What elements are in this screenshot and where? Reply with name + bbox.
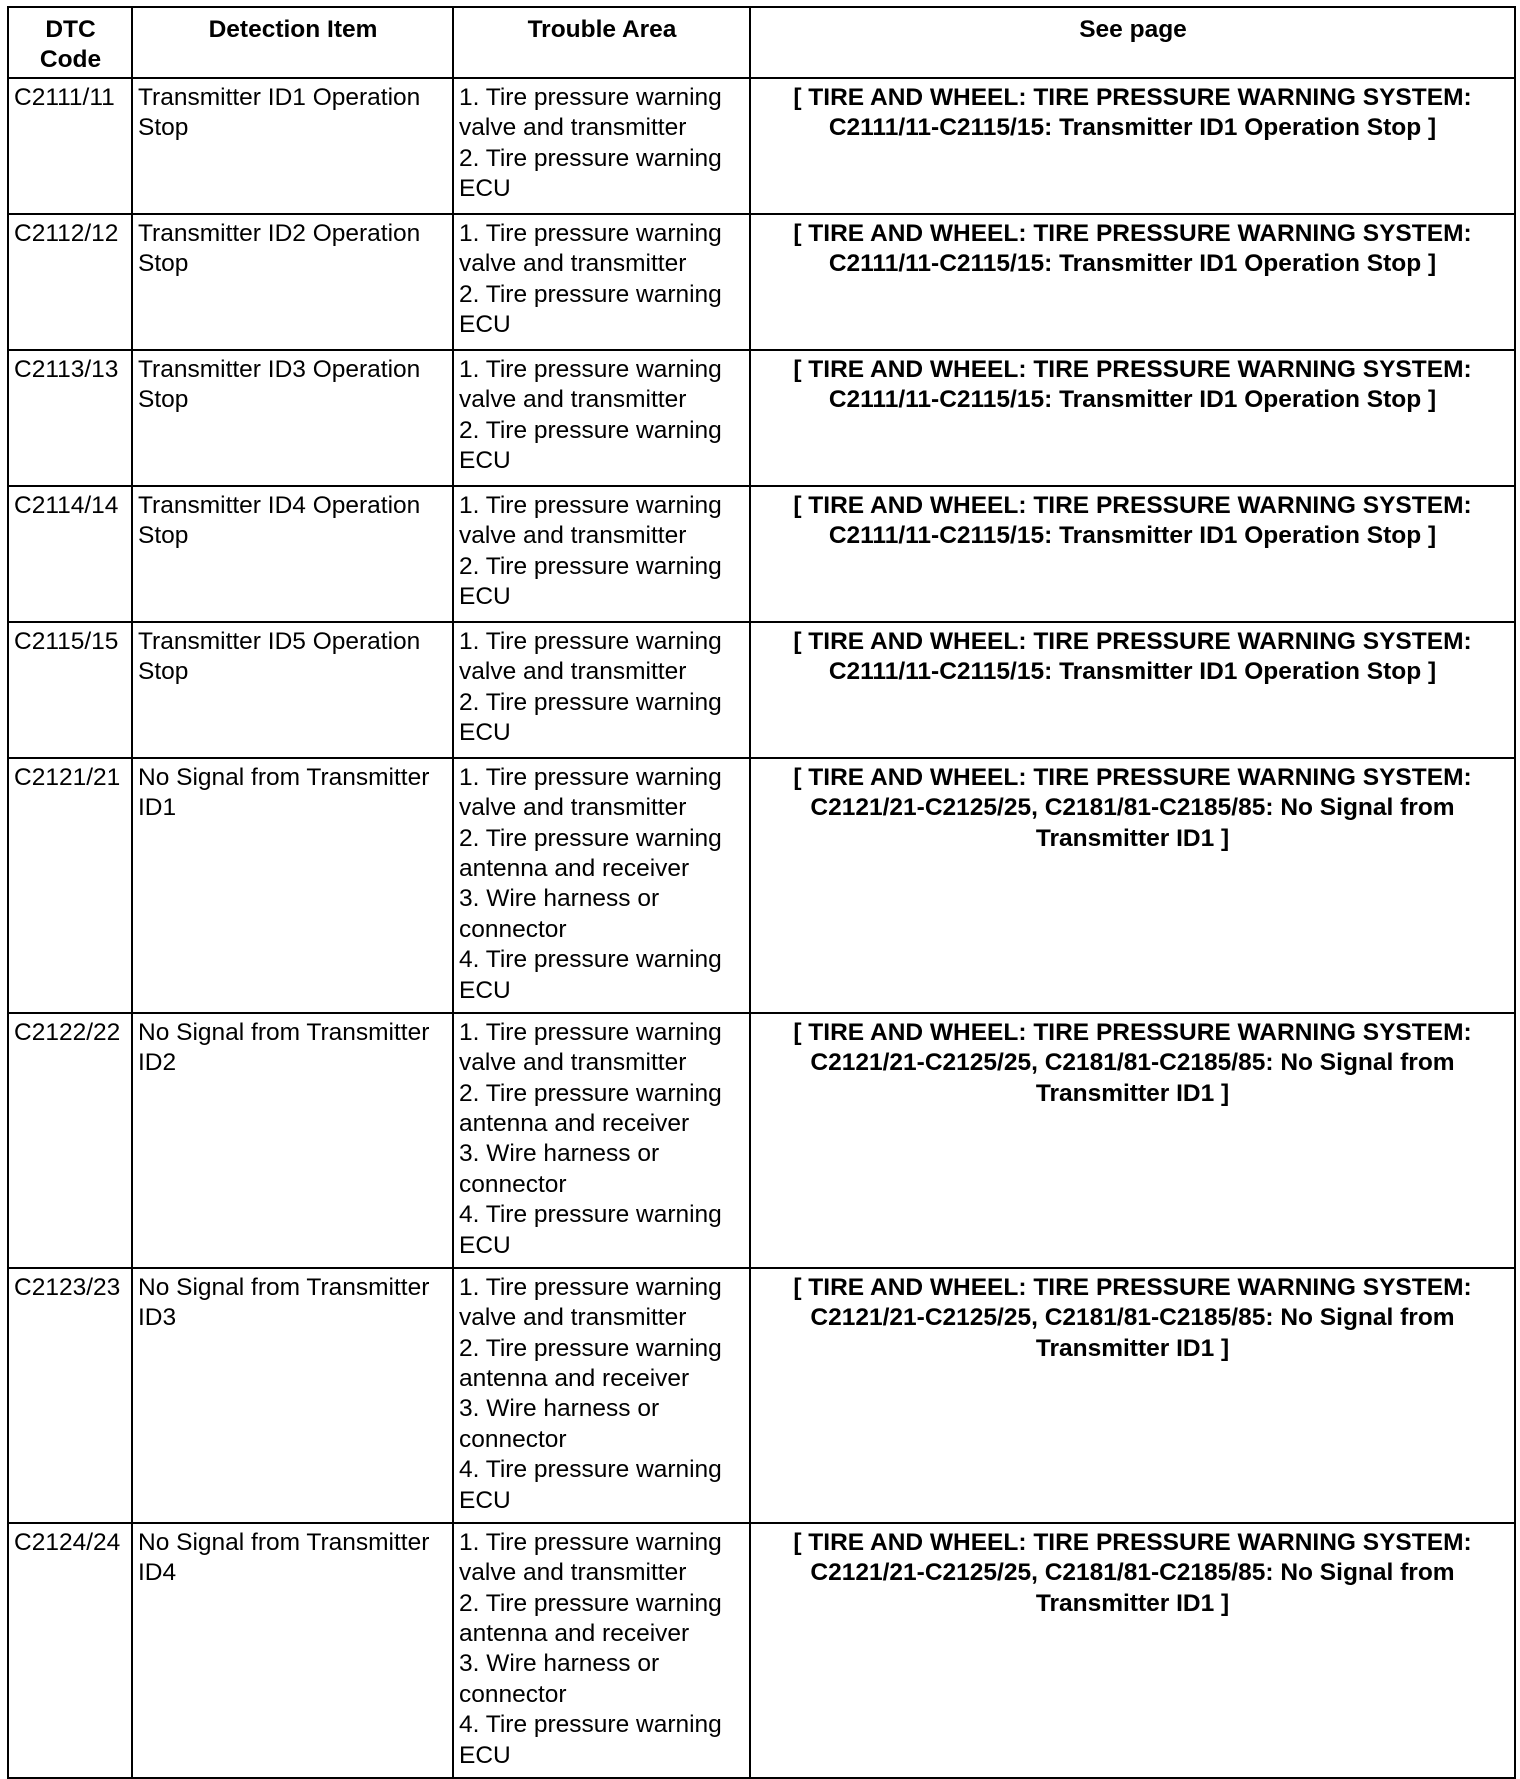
- detection-item-cell: Transmitter ID3 Operation Stop: [132, 350, 453, 486]
- trouble-area-cell: [453, 214, 750, 350]
- table-row: [8, 214, 1515, 350]
- trouble-area-cell: [453, 486, 750, 622]
- trouble-area-item: 4. Tire pressure warning ECU: [459, 1711, 722, 1769]
- detection-item-cell: Transmitter ID4 Operation Stop: [132, 486, 453, 622]
- trouble-area-item: 2. Tire pressure warning antenna and receiver: [459, 1334, 722, 1393]
- trouble-area-item: 4. Tire pressure warning ECU: [459, 1201, 722, 1259]
- see-page-link[interactable]: [ TIRE AND WHEEL: TIRE PRESSURE WARNING SYSTEM: C2121/21-C2125/25, C2181/81-C2185/85: No Signal from Transmitter ID1 ]: [750, 758, 1515, 1013]
- trouble-area-item: 1. Tire pressure warning valve and transmitter: [459, 1273, 722, 1332]
- detection-item-cell: No Signal from Transmitter ID3: [132, 1268, 453, 1523]
- dtc-code-cell: C2123/23: [8, 1268, 132, 1523]
- dtc-code-cell: C2114/14: [8, 486, 132, 622]
- header-dtc-code: DTC Code: [8, 7, 132, 78]
- trouble-area-item: 1. Tire pressure warning valve and transmitter: [459, 83, 722, 142]
- trouble-area-item: 2. Tire pressure warning antenna and receiver: [459, 1079, 722, 1138]
- trouble-area-item: 2. Tire pressure warning ECU: [459, 552, 722, 611]
- see-page-link[interactable]: [ TIRE AND WHEEL: TIRE PRESSURE WARNING SYSTEM: C2111/11-C2115/15: Transmitter ID1 Operation Stop ]: [750, 78, 1515, 214]
- header-see-page: See page: [750, 7, 1515, 78]
- table-row: [8, 1013, 1515, 1268]
- detection-item-cell: No Signal from Transmitter ID1: [132, 758, 453, 1013]
- trouble-area-item: 4. Tire pressure warning ECU: [459, 1456, 722, 1514]
- detection-item-cell: Transmitter ID5 Operation Stop: [132, 622, 453, 758]
- trouble-area-item: 3. Wire harness or connector: [459, 1140, 660, 1198]
- trouble-area-cell: [453, 78, 750, 214]
- detection-item-cell: No Signal from Transmitter ID2: [132, 1013, 453, 1268]
- table-row: [8, 78, 1515, 214]
- see-page-link[interactable]: [ TIRE AND WHEEL: TIRE PRESSURE WARNING SYSTEM: C2121/21-C2125/25, C2181/81-C2185/85: No Signal from Transmitter ID1 ]: [750, 1523, 1515, 1778]
- see-page-link[interactable]: [ TIRE AND WHEEL: TIRE PRESSURE WARNING SYSTEM: C2121/21-C2125/25, C2181/81-C2185/85: No Signal from Transmitter ID1 ]: [750, 1268, 1515, 1523]
- trouble-area-item: 2. Tire pressure warning antenna and receiver: [459, 824, 722, 883]
- trouble-area-cell: [453, 1523, 750, 1778]
- header-detection-item: Detection Item: [132, 7, 453, 78]
- see-page-link[interactable]: [ TIRE AND WHEEL: TIRE PRESSURE WARNING SYSTEM: C2121/21-C2125/25, C2181/81-C2185/85: No Signal from Transmitter ID1 ]: [750, 1013, 1515, 1268]
- trouble-area-item: 2. Tire pressure warning ECU: [459, 280, 722, 339]
- trouble-area-item: 2. Tire pressure warning ECU: [459, 688, 722, 747]
- dtc-table: [7, 6, 1516, 1779]
- trouble-area-cell: [453, 622, 750, 758]
- trouble-area-item: 1. Tire pressure warning valve and transmitter: [459, 355, 722, 414]
- trouble-area-cell: [453, 1013, 750, 1268]
- see-page-link[interactable]: [ TIRE AND WHEEL: TIRE PRESSURE WARNING SYSTEM: C2111/11-C2115/15: Transmitter ID1 Operation Stop ]: [750, 622, 1515, 758]
- header-row: [8, 7, 1515, 78]
- see-page-link[interactable]: [ TIRE AND WHEEL: TIRE PRESSURE WARNING SYSTEM: C2111/11-C2115/15: Transmitter ID1 Operation Stop ]: [750, 350, 1515, 486]
- trouble-area-cell: [453, 758, 750, 1013]
- trouble-area-item: 1. Tire pressure warning valve and transmitter: [459, 1528, 722, 1587]
- table-row: [8, 1523, 1515, 1778]
- table-row: [8, 1268, 1515, 1523]
- see-page-link[interactable]: [ TIRE AND WHEEL: TIRE PRESSURE WARNING SYSTEM: C2111/11-C2115/15: Transmitter ID1 Operation Stop ]: [750, 486, 1515, 622]
- trouble-area-item: 3. Wire harness or connector: [459, 1650, 660, 1708]
- trouble-area-item: 1. Tire pressure warning valve and transmitter: [459, 491, 722, 550]
- trouble-area-item: 2. Tire pressure warning antenna and receiver: [459, 1589, 722, 1648]
- trouble-area-item: 4. Tire pressure warning ECU: [459, 946, 722, 1004]
- detection-item-cell: Transmitter ID2 Operation Stop: [132, 214, 453, 350]
- dtc-code-cell: C2113/13: [8, 350, 132, 486]
- detection-item-cell: No Signal from Transmitter ID4: [132, 1523, 453, 1778]
- trouble-area-cell: [453, 1268, 750, 1523]
- trouble-area-item: 1. Tire pressure warning valve and transmitter: [459, 219, 722, 278]
- trouble-area-item: 2. Tire pressure warning ECU: [459, 144, 722, 203]
- table-row: [8, 350, 1515, 486]
- detection-item-cell: Transmitter ID1 Operation Stop: [132, 78, 453, 214]
- trouble-area-item: 2. Tire pressure warning ECU: [459, 416, 722, 475]
- table-row: [8, 622, 1515, 758]
- dtc-code-cell: C2111/11: [8, 78, 132, 214]
- table-row: [8, 758, 1515, 1013]
- dtc-code-cell: C2124/24: [8, 1523, 132, 1778]
- table-body: [8, 78, 1515, 1778]
- header-trouble-area: Trouble Area: [453, 7, 750, 78]
- table-row: [8, 486, 1515, 622]
- trouble-area-item: 1. Tire pressure warning valve and transmitter: [459, 1018, 722, 1077]
- trouble-area-cell: [453, 350, 750, 486]
- trouble-area-item: 3. Wire harness or connector: [459, 885, 660, 943]
- see-page-link[interactable]: [ TIRE AND WHEEL: TIRE PRESSURE WARNING SYSTEM: C2111/11-C2115/15: Transmitter ID1 Operation Stop ]: [750, 214, 1515, 350]
- dtc-code-cell: C2121/21: [8, 758, 132, 1013]
- dtc-code-cell: C2112/12: [8, 214, 132, 350]
- trouble-area-item: 1. Tire pressure warning valve and transmitter: [459, 763, 722, 822]
- trouble-area-item: 3. Wire harness or connector: [459, 1395, 660, 1453]
- dtc-code-cell: C2115/15: [8, 622, 132, 758]
- trouble-area-item: 1. Tire pressure warning valve and transmitter: [459, 627, 722, 686]
- dtc-code-cell: C2122/22: [8, 1013, 132, 1268]
